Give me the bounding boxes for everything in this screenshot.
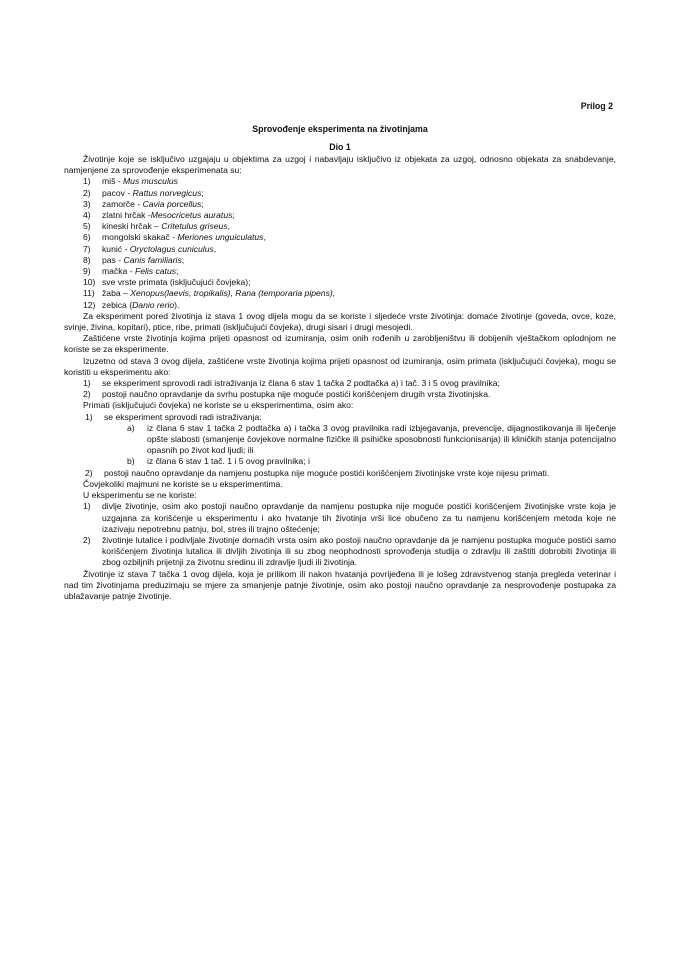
paragraph-7: U eksperimentu se ne koriste: — [83, 490, 197, 501]
paragraph-5: Primati (isključujući čovjeka) ne koriste se u eksperimentima, osim ako: — [83, 400, 354, 411]
species-common-name: pas - — [102, 254, 124, 265]
list-number: 2) — [85, 467, 93, 478]
species-common-name: mongolski skakač - — [102, 232, 178, 243]
species-punctuation: , — [263, 232, 266, 243]
list-item — [64, 468, 616, 479]
species-text — [102, 232, 616, 243]
species-text — [102, 221, 616, 232]
species-common-name: žaba – — [102, 288, 131, 299]
document-title: Sprovođenje eksperimenta na životinjama — [252, 124, 428, 134]
species-punctuation: ; — [201, 187, 204, 198]
species-list-item — [64, 199, 616, 210]
list-number: 11) — [83, 288, 95, 299]
species-latin-name: Canis familiaris — [123, 254, 182, 265]
species-punctuation: , — [227, 221, 231, 232]
species-common-name: miš - — [102, 176, 124, 187]
paragraph-1: Životinje koje se isključivo uzgajaju u objektima za uzgoj i nabavljaju isključivo iz objekata za uzgoj, odnosno objekata za snabdevanje, namjenjene za sprovođenje eksperimenata su: — [64, 154, 616, 176]
sub-list-item — [64, 456, 616, 467]
species-list-item — [64, 176, 616, 187]
list-number: 2) — [83, 389, 91, 400]
species-latin-name: Mesocricetus auratus — [150, 210, 233, 221]
document-body — [64, 154, 616, 602]
list-number: 2) — [83, 187, 91, 198]
species-list-item — [64, 232, 616, 243]
list-text: postoji naučno opravdanje da namjenu postupka nije moguće postići korišćenjem životinjske vrste koje nijesu primati. — [104, 467, 550, 478]
species-list-item — [64, 244, 616, 255]
annex-label: Prilog 2 — [580, 101, 613, 111]
list-item — [64, 501, 616, 535]
species-list-item — [64, 288, 616, 299]
paragraph-6: Čovjekoliki majmuni ne koriste se u eksperimentima. — [83, 478, 283, 489]
list-number: 1) — [83, 378, 91, 389]
species-latin-name: Xenopus(laevis, tropikalis), Rana (temporaria pipens), — [130, 288, 336, 299]
species-text — [102, 266, 616, 277]
list-number: 1) — [83, 501, 91, 512]
list-text: divlje životinje, osim ako postoji naučno opravdanje da namjenu postupka nije moguće postići korišćenjem životinjske vrste koja je uzgajana za korišćenje u eksperimentu i ako hvatanje tih životinja vrši lice obučeno za tu namjenu korišćenjem metoda koje ne izazivaju nepotrebnu patnju, bol, stres ili trajno oštećenje; — [102, 501, 616, 534]
list-text: postoji naučno opravdanje da svrhu postupka nije moguće postići korišćenjem drugih vrsta životinjska. — [102, 389, 491, 400]
list-number: 8) — [83, 254, 91, 265]
list-item — [64, 389, 616, 400]
list-number: 1) — [83, 176, 91, 187]
list-item — [64, 412, 616, 423]
species-punctuation: ; — [232, 210, 235, 221]
species-list-item — [64, 266, 616, 277]
species-list-item — [64, 277, 616, 288]
list-number: 6) — [83, 232, 91, 243]
species-list — [64, 176, 616, 310]
species-list-item — [64, 300, 616, 311]
list-number: 2) — [83, 534, 91, 545]
list-item — [64, 535, 616, 569]
species-text — [102, 199, 616, 210]
species-latin-name: Danio rerio — [132, 299, 175, 310]
sub-list-letter: a) — [127, 422, 135, 433]
species-list-item — [64, 188, 616, 199]
list-number: 10) — [83, 277, 96, 288]
species-common-name: pacov - — [102, 187, 133, 198]
species-common-name: kineski hrčak – — [102, 221, 162, 232]
species-text — [102, 277, 616, 288]
species-text — [102, 176, 616, 187]
paragraph-8: Životinje iz stava 7 tačka 1 ovog dijela, koja je prilikom ili nakon hvatanja povrijeđena ili je lošeg zdravstvenog stanja pregleda veterinar i nad tim životinjama preduzimaju se mjere za smanjenje patnje životinje, osim ako postoji naučno opravdanje za nesprovođenje postupaka za ublažavanje patnje životinje. — [64, 568, 616, 601]
part-heading: Dio 1 — [329, 142, 351, 152]
species-list-item — [64, 255, 616, 266]
species-text — [102, 255, 616, 266]
species-text — [102, 288, 616, 299]
species-latin-name: Felis catus — [134, 266, 177, 277]
species-latin-name: Cavia porcellus — [142, 198, 202, 209]
list-number: 9) — [83, 266, 91, 277]
sub-list-letter: b) — [127, 456, 135, 467]
list-number: 12) — [83, 299, 96, 310]
list-number: 5) — [83, 221, 91, 232]
species-latin-name: Meriones unguiculatus — [177, 232, 264, 243]
species-latin-name: Mus musculus — [123, 176, 178, 187]
species-punctuation: ; — [201, 198, 204, 209]
species-common-name: zlatni hrčak - — [102, 210, 151, 221]
species-punctuation: , — [213, 243, 217, 254]
paragraph-3: Zaštićene vrste životinja kojima prijeti opasnost od izumiranja, osim onih rođenih u zarobljeništvu ili dobijenih vještačkom oplodnjom ne koriste se za eksperimente. — [64, 333, 616, 355]
list-number: 1) — [85, 411, 93, 422]
species-latin-name: Oryctolagus cuniculus — [129, 243, 214, 254]
species-list-item — [64, 210, 616, 221]
species-latin-name: Rattus norvegicus — [132, 187, 202, 198]
species-common-name: mačka - — [102, 266, 135, 277]
list-text: se eksperiment sprovodi radi istraživanja: — [104, 411, 262, 422]
list-number: 7) — [83, 243, 91, 254]
species-text — [102, 300, 616, 311]
list-item — [64, 378, 616, 389]
species-list-item — [64, 221, 616, 232]
species-latin-name: Critetulus griseus — [161, 221, 228, 232]
species-punctuation: ). — [174, 299, 180, 310]
sub-list-text: iz člana 6 stav 1 tač. 1 i 5 ovog pravilnika; i — [147, 456, 310, 467]
species-common-name: zebica ( — [102, 299, 133, 310]
list-number: 3) — [83, 198, 91, 209]
species-punctuation: ; — [176, 266, 179, 277]
list-number: 4) — [83, 210, 91, 221]
species-text — [102, 188, 616, 199]
species-common-name: sve vrste primata (isključujući čovjeka); — [102, 277, 251, 288]
sub-list-item — [64, 423, 616, 457]
species-punctuation: ; — [181, 254, 185, 265]
sub-list-text: iz člana 6 stav 1 tačka 2 podtačka a) i tačka 3 ovog pravilnika radi izbjegavanja, prevencije, dijagnostikovanja ili liječenje opšte slabosti (smanjenje čovjekove normalne fizičke ili psihičke sposobnosti funkcionisanja) ili kliničkih stanja potencijalno opasnih po život kod ljudi; ili — [147, 422, 616, 456]
list-text: životinje lutalice i podivljale životinje domaćih vrsta osim ako postoji naučno opravdanje da je namjenu postupka moguće postići samo korišćenjem životinja lutalica ili divljih životinja ili su zbog neophodnosti sprovođenja studija o zdravlju ili zaštiti dobrobiti životinja ili zbog ozbiljnih prijetnji za životnu sredinu ili zdravlje ljudi ili životinja. — [102, 534, 616, 568]
species-common-name: kunić - — [102, 243, 130, 254]
list-text: se eksperiment sprovodi radi istraživanja iz člana 6 stav 1 tačka 2 podtačka a) i tač. 3 i 5 ovog pravilnika; — [102, 378, 500, 389]
species-text — [102, 210, 616, 221]
paragraph-2: Za eksperiment pored životinja iz stava 1 ovog dijela mogu da se koriste i sljedeće vrste životinja: domaće životinje (goveda, ovce, koze, svinje, živina, kopitari), ptice, ribe, primati (isključujući čovjeka), drugi sisari i drugi mesojedi. — [64, 310, 616, 333]
species-text — [102, 244, 616, 255]
paragraph-4: Izuzetno od stava 3 ovog dijela, zaštićene vrste životinja kojima prijeti opasnost od izumiranja, osim primata (isključujući čovjeka), mogu se koristiti u eksperimentu ako: — [64, 355, 616, 377]
species-common-name: zamorče - — [102, 198, 143, 209]
